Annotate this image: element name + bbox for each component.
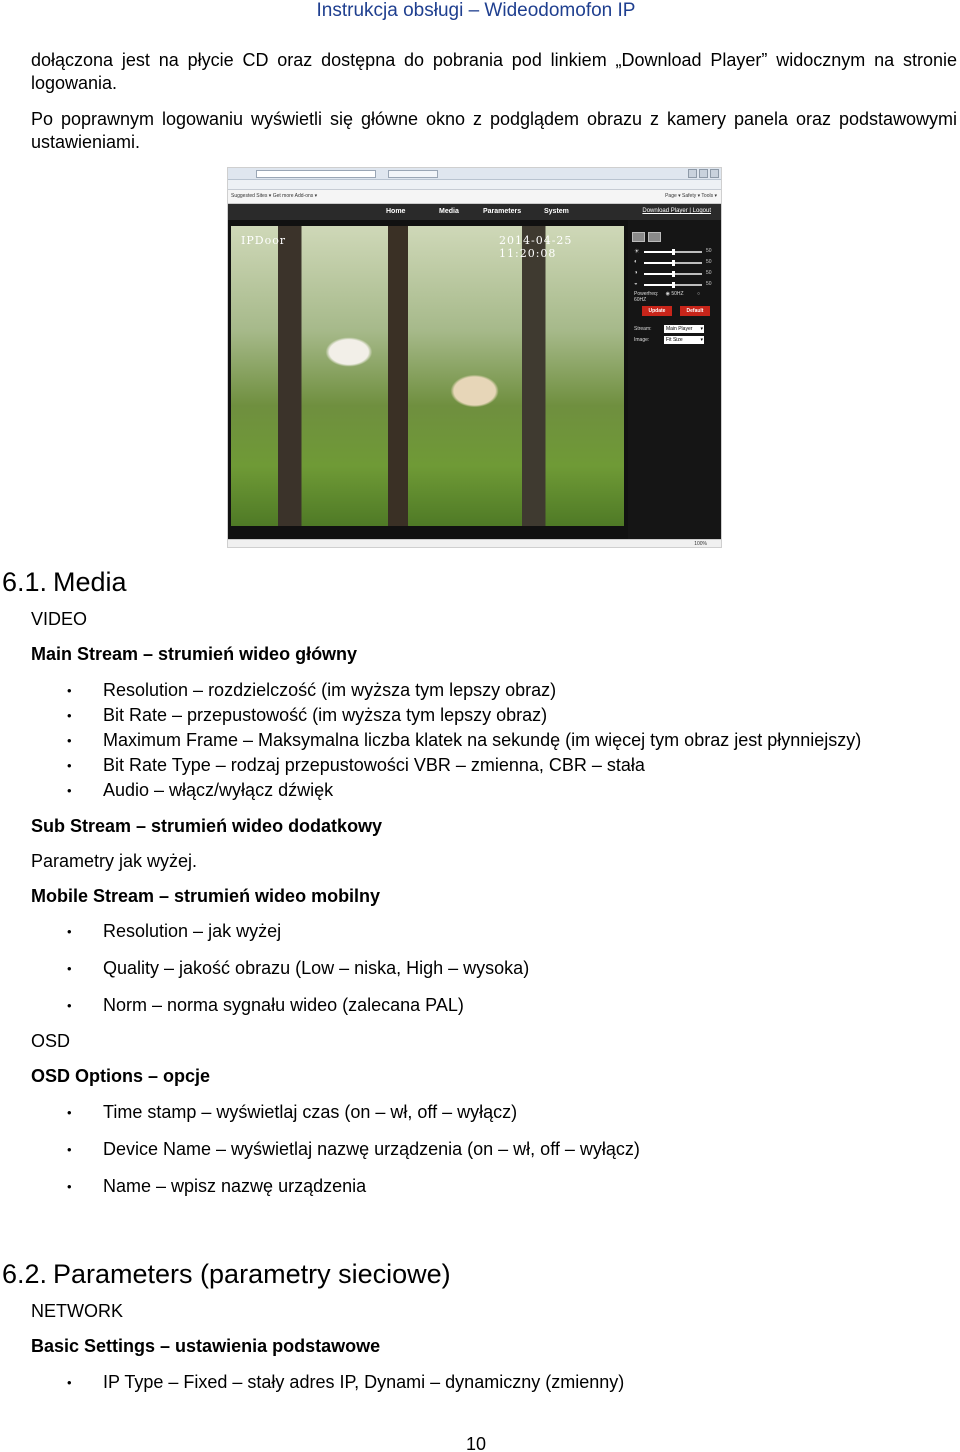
maximize-icon — [699, 169, 708, 178]
record-icon — [648, 232, 661, 242]
sub-stream-text: Parametry jak wyżej. — [31, 851, 198, 871]
browser-address-bar — [256, 170, 376, 178]
saturation-slider — [634, 270, 719, 278]
app-navbar — [228, 204, 721, 220]
nav-media: Media — [439, 208, 459, 215]
osd-heading: OSD — [31, 1031, 71, 1051]
section-heading-media — [2, 567, 127, 597]
section-number: 6.1. — [2, 567, 48, 597]
brightness-value: 50 — [706, 248, 712, 254]
powerfreq-label: Powerfreq: — [634, 291, 659, 297]
default-button: Default — [680, 306, 710, 316]
brightness-icon: ☀ — [634, 249, 640, 255]
page-header — [0, 0, 960, 22]
video-device-name: IPDoor — [241, 234, 287, 247]
nav-home: Home — [386, 208, 406, 215]
intro-paragraph-2: Po poprawnym logowaniu wyświetli się główne okno z podglądem obrazu z kamery panela oraz podstawowymi ustawieniami. — [31, 109, 957, 152]
contrast-icon: ◐ — [634, 259, 638, 265]
browser-favorites-bar — [228, 190, 721, 204]
hue-icon: ◒ — [634, 281, 638, 287]
nav-download-logout: Download Player | Logout — [642, 208, 711, 214]
camera-preview — [231, 226, 624, 526]
hue-slider — [634, 281, 719, 289]
sub-stream-heading: Sub Stream – strumień wideo dodatkowy — [31, 816, 383, 836]
browser-zoom: 100% — [694, 541, 707, 547]
image-row — [634, 337, 683, 343]
app-content — [228, 220, 721, 539]
saturation-value: 50 — [706, 270, 712, 276]
section-title: Parameters (parametry sieciowe) — [53, 1259, 451, 1289]
browser-titlebar — [228, 168, 721, 180]
browser-command-bar: Page ▾ Safety ▾ Tools ▾ — [665, 193, 717, 199]
section-title: Media — [53, 567, 127, 597]
brightness-slider — [634, 248, 719, 256]
powerfreq-row — [634, 291, 722, 303]
minimize-icon — [688, 169, 697, 178]
powerfreq-50hz: ◉ 50HZ — [665, 291, 684, 297]
control-panel — [628, 220, 722, 539]
intro-paragraph-1: dołączona jest na płycie CD oraz dostępna do pobrania pod linkiem „Download Player” widocznym na stronie logowania. — [31, 50, 957, 93]
mobile-stream-heading: Mobile Stream – strumień wideo mobilny — [31, 886, 381, 906]
browser-statusbar — [228, 539, 721, 548]
header-title: Instrukcja obsługi – Wideodomofon IP — [316, 0, 636, 21]
image-select: Fit Size ▾ — [664, 336, 704, 344]
contrast-slider — [634, 259, 719, 267]
browser-menu-bar — [228, 180, 721, 190]
stream-row — [634, 326, 693, 332]
web-ui-screenshot — [227, 167, 722, 548]
update-button: Update — [642, 306, 672, 316]
network-heading: NETWORK — [31, 1301, 123, 1321]
basic-settings-heading: Basic Settings – ustawienia podstawowe — [31, 1336, 381, 1356]
hue-value: 50 — [706, 281, 712, 287]
contrast-value: 50 — [706, 259, 712, 265]
saturation-icon: ◑ — [634, 270, 638, 276]
close-icon — [710, 169, 719, 178]
section-heading-parameters — [2, 1259, 451, 1289]
powerfreq-60hz: ○ 60HZ — [634, 291, 700, 303]
osd-options-heading: OSD Options – opcje — [31, 1066, 211, 1086]
section-number: 6.2. — [2, 1259, 48, 1289]
favorites-links: Suggested Sites ▾ Get more Add-ons ▾ — [231, 193, 318, 199]
snapshot-icon — [632, 232, 645, 242]
stream-label: Stream: — [634, 326, 652, 332]
page-number: 10 — [465, 1434, 487, 1452]
stream-select: Main Player ▾ — [664, 325, 704, 333]
video-timestamp: 2014-04-25 11:20:08 — [499, 234, 573, 260]
main-stream-heading: Main Stream – strumień wideo główny — [31, 644, 358, 664]
image-label: Image: — [634, 337, 650, 343]
nav-system: System — [544, 208, 569, 215]
nav-parameters: Parameters — [483, 208, 522, 215]
video-heading: VIDEO — [31, 609, 88, 629]
browser-tab — [388, 170, 438, 178]
